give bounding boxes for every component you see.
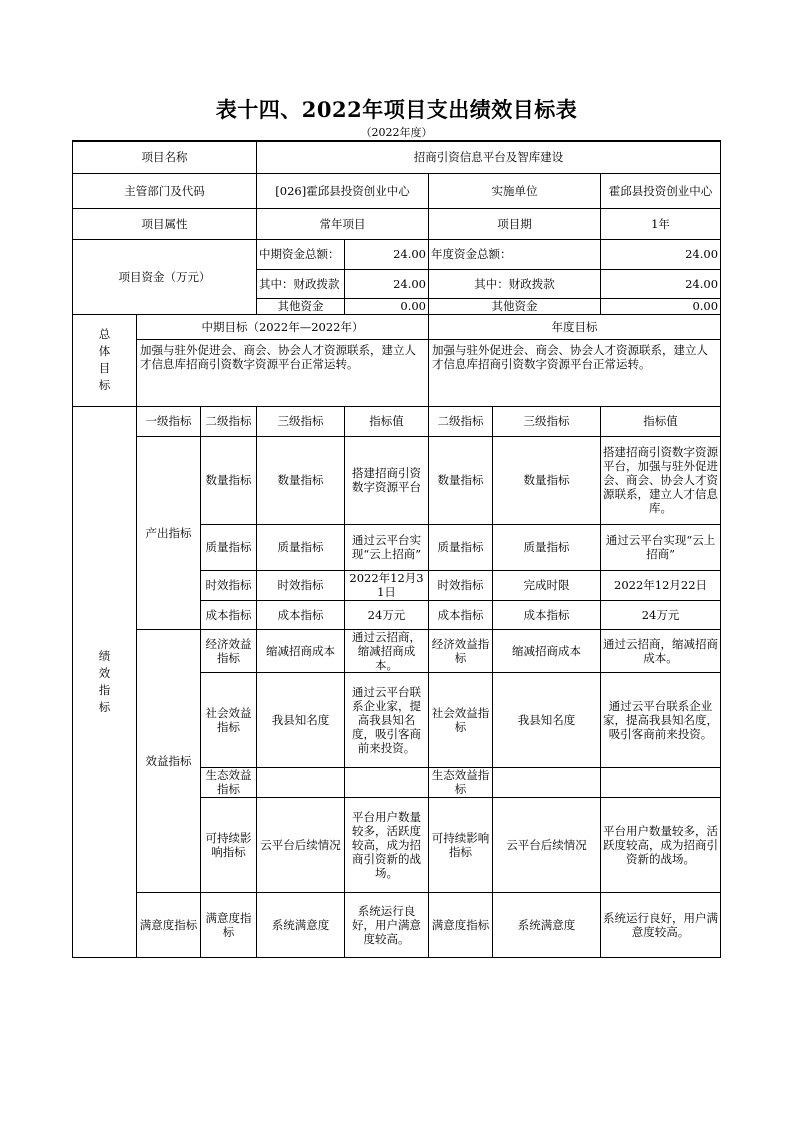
row-l2-year: 满意度指标 xyxy=(429,892,493,957)
row-value-year: 2022年12月22日 xyxy=(601,570,721,600)
row-l2: 可持续影响指标 xyxy=(201,797,257,892)
row-l3-year: 我县知名度 xyxy=(493,672,601,767)
row-l2-year: 生态效益指标 xyxy=(429,767,493,797)
year-goal-header: 年度目标 xyxy=(429,314,721,339)
perf-indicator-label-text: 绩效指标 xyxy=(98,648,111,714)
row-l3-year: 缩减招商成本 xyxy=(493,629,601,672)
row-value: 平台用户数量较多，活跃度较高，成为招商引资新的战场。 xyxy=(345,797,429,892)
row-l3: 缩减招商成本 xyxy=(257,629,345,672)
row-l2: 成本指标 xyxy=(201,600,257,629)
impl-unit-label: 实施单位 xyxy=(429,173,601,208)
header-level3: 三级指标 xyxy=(257,406,345,436)
row-l3-year: 质量指标 xyxy=(493,524,601,570)
mid-fiscal-label: 其中：财政拨款 xyxy=(257,269,345,298)
row-l3: 数量指标 xyxy=(257,436,345,524)
row-value: 搭建招商引资数字资源平台 xyxy=(345,436,429,524)
row-value xyxy=(345,767,429,797)
year-other-value: 0.00 xyxy=(601,298,721,314)
header-level3-year: 三级指标 xyxy=(493,406,601,436)
row-l2: 社会效益指标 xyxy=(201,672,257,767)
output-indicator-label: 产出指标 xyxy=(137,436,201,629)
row-l2-year: 时效指标 xyxy=(429,570,493,600)
overall-goal-label xyxy=(73,314,137,406)
table-row xyxy=(73,436,721,524)
project-attr-value: 常年项目 xyxy=(257,208,429,239)
mid-other-value: 0.00 xyxy=(345,298,429,314)
project-name-label: 项目名称 xyxy=(73,141,257,173)
mid-goal-text: 加强与驻外促进会、商会、协会人才资源联系，建立人才信息库招商引资数字资源平台正常运转。 xyxy=(137,339,429,406)
row-l2-year: 经济效益指标 xyxy=(429,629,493,672)
mid-fiscal-value: 24.00 xyxy=(345,269,429,298)
mid-total-label: 中期资金总额： xyxy=(257,239,345,269)
page-title: 表十四、2022年项目支出绩效目标表 xyxy=(215,97,578,122)
performance-table xyxy=(72,140,721,958)
row-l3-year xyxy=(493,767,601,797)
row-l3-year: 系统满意度 xyxy=(493,892,601,957)
row-l2-year: 成本指标 xyxy=(429,600,493,629)
mid-goal-header: 中期目标（2022年—2022年） xyxy=(137,314,429,339)
row-l3-year: 完成时限 xyxy=(493,570,601,600)
perf-indicator-label xyxy=(73,406,137,957)
row-l3 xyxy=(257,767,345,797)
row-l3: 时效指标 xyxy=(257,570,345,600)
header-value: 指标值 xyxy=(345,406,429,436)
project-period-value: 1年 xyxy=(601,208,721,239)
row-value: 通过云招商，缩减招商成本。 xyxy=(345,629,429,672)
row-l2: 满意度指标 xyxy=(201,892,257,957)
satisfaction-indicator-label: 满意度指标 xyxy=(137,892,201,957)
row-l3: 成本指标 xyxy=(257,600,345,629)
row-value: 2022年12月31日 xyxy=(345,570,429,600)
row-l3: 质量指标 xyxy=(257,524,345,570)
benefit-indicator-label: 效益指标 xyxy=(137,629,201,892)
year-total-value: 24.00 xyxy=(601,239,721,269)
row-l2: 经济效益指标 xyxy=(201,629,257,672)
row-value-year xyxy=(601,767,721,797)
dept-label: 主管部门及代码 xyxy=(73,173,257,208)
row-value-year: 系统运行良好，用户满意度较高。 xyxy=(601,892,721,957)
row-value-year: 通过云平台实现“云上招商” xyxy=(601,524,721,570)
year-total-label: 年度资金总额： xyxy=(429,239,601,269)
row-l2-year: 质量指标 xyxy=(429,524,493,570)
row-value: 系统运行良好，用户满意度较高。 xyxy=(345,892,429,957)
header-level1: 一级指标 xyxy=(137,406,201,436)
row-l3-year: 成本指标 xyxy=(493,600,601,629)
mid-total-value: 24.00 xyxy=(345,239,429,269)
row-l3-year: 数量指标 xyxy=(493,436,601,524)
row-l3: 系统满意度 xyxy=(257,892,345,957)
project-attr-label: 项目属性 xyxy=(73,208,257,239)
row-l2: 时效指标 xyxy=(201,570,257,600)
header-value-year: 指标值 xyxy=(601,406,721,436)
row-l3: 我县知名度 xyxy=(257,672,345,767)
page-subtitle: （2022年度） xyxy=(360,126,433,139)
row-value-year: 搭建招商引资数字资源平台，加强与驻外促进会、商会、协会人才资源联系，建立人才信息库。 xyxy=(601,436,721,524)
dept-value: [026]霍邱县投资创业中心 xyxy=(257,173,429,208)
year-goal-text: 加强与驻外促进会、商会、协会人才资源联系，建立人才信息库招商引资数字资源平台正常运转。 xyxy=(429,339,721,406)
project-name-value: 招商引资信息平台及智库建设 xyxy=(257,141,721,173)
header-level2-year: 二级指标 xyxy=(429,406,493,436)
row-value: 24万元 xyxy=(345,600,429,629)
project-period-label: 项目期 xyxy=(429,208,601,239)
row-l3: 云平台后续情况 xyxy=(257,797,345,892)
row-l2-year: 数量指标 xyxy=(429,436,493,524)
table-row xyxy=(73,629,721,672)
row-value-year: 平台用户数量较多，活跃度较高，成为招商引资新的战场。 xyxy=(601,797,721,892)
year-fiscal-label: 其中：财政拨款 xyxy=(429,269,601,298)
row-l2: 数量指标 xyxy=(201,436,257,524)
mid-other-label: 其他资金 xyxy=(257,298,345,314)
row-l2-year: 社会效益指标 xyxy=(429,672,493,767)
row-l2: 质量指标 xyxy=(201,524,257,570)
header-level2: 二级指标 xyxy=(201,406,257,436)
overall-goal-label-text: 总体目标 xyxy=(98,327,111,392)
table-row xyxy=(73,892,721,957)
row-l2: 生态效益指标 xyxy=(201,767,257,797)
row-value-year: 通过云平台联系企业家，提高我县知名度，吸引客商前来投资。 xyxy=(601,672,721,767)
year-other-label: 其他资金 xyxy=(429,298,601,314)
row-l3-year: 云平台后续情况 xyxy=(493,797,601,892)
row-value: 通过云平台联系企业家，提高我县知名度，吸引客商前来投资。 xyxy=(345,672,429,767)
row-value-year: 通过云招商，缩减招商成本。 xyxy=(601,629,721,672)
row-value: 通过云平台实现“云上招商” xyxy=(345,524,429,570)
funds-label: 项目资金（万元） xyxy=(73,239,257,314)
row-l2-year: 可持续影响指标 xyxy=(429,797,493,892)
year-fiscal-value: 24.00 xyxy=(601,269,721,298)
row-value-year: 24万元 xyxy=(601,600,721,629)
impl-unit-value: 霍邱县投资创业中心 xyxy=(601,173,721,208)
